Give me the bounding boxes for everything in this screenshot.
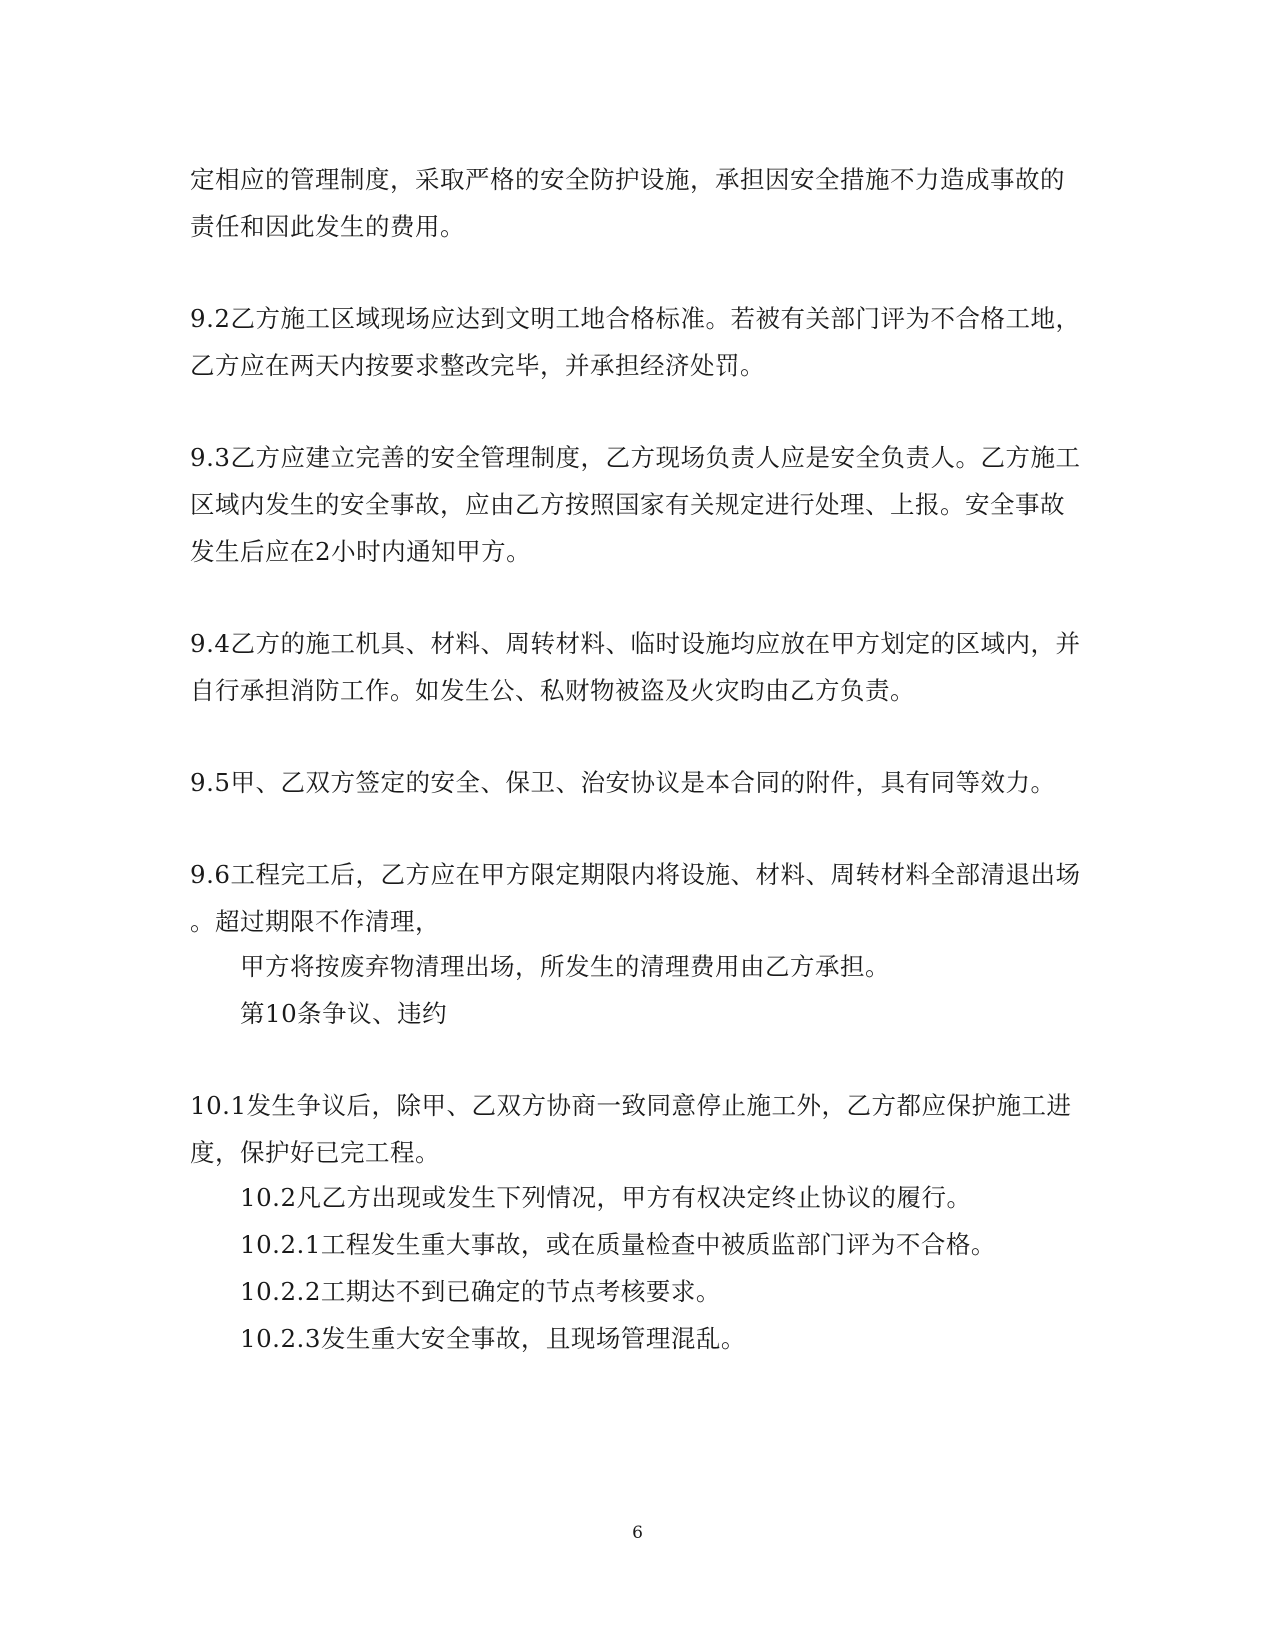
text-line: 度，保护好已完工程。	[190, 1138, 440, 1167]
text-line: 区域内发生的安全事故，应由乙方按照国家有关规定进行处理、上报。安全事故	[190, 490, 1065, 519]
text-line: 10.1发生争议后，除甲、乙双方协商一致同意停止施工外，乙方都应保护施工进	[190, 1091, 1072, 1120]
text-line: 9.6工程完工后，乙方应在甲方限定期限内将设施、材料、周转材料全部清退出场	[190, 860, 1081, 889]
text-line: 10.2.1工程发生重大事故，或在质量检查中被质监部门评为不合格。	[240, 1230, 996, 1259]
text-line: 10.2.3发生重大安全事故，且现场管理混乱。	[240, 1324, 746, 1353]
text-line: 9.3乙方应建立完善的安全管理制度，乙方现场负责人应是安全负责人。乙方施工	[190, 443, 1081, 472]
text-line: 自行承担消防工作。如发生公、私财物被盗及火灾昀由乙方负责。	[190, 676, 915, 705]
text-line: 9.4乙方的施工机具、材料、周转材料、临时设施均应放在甲方划定的区域内，并	[190, 629, 1081, 658]
text-line: 9.2乙方施工区域现场应达到文明工地合格标准。若被有关部门评为不合格工地，	[190, 304, 1081, 333]
text-line: 定相应的管理制度，采取严格的安全防护设施，承担因安全措施不力造成事故的	[190, 165, 1065, 194]
text-line: 甲方将按废弃物清理出场，所发生的清理费用由乙方承担。	[240, 952, 890, 981]
text-line: 9.5甲、乙双方签定的安全、保卫、治安协议是本合同的附件，具有同等效力。	[190, 768, 1056, 797]
text-line: 。超过期限不作清理，	[190, 907, 440, 936]
text-line: 10.2凡乙方出现或发生下列情况，甲方有权决定终止协议的履行。	[240, 1183, 972, 1212]
text-line: 责任和因此发生的费用。	[190, 212, 465, 241]
text-line: 10.2.2工期达不到已确定的节点考核要求。	[240, 1277, 721, 1306]
page-number: 6	[632, 1523, 643, 1543]
section-heading: 第10条争议、违约	[240, 999, 448, 1028]
text-line: 乙方应在两天内按要求整改完毕，并承担经济处罚。	[190, 351, 765, 380]
text-line: 发生后应在2小时内通知甲方。	[190, 537, 532, 566]
